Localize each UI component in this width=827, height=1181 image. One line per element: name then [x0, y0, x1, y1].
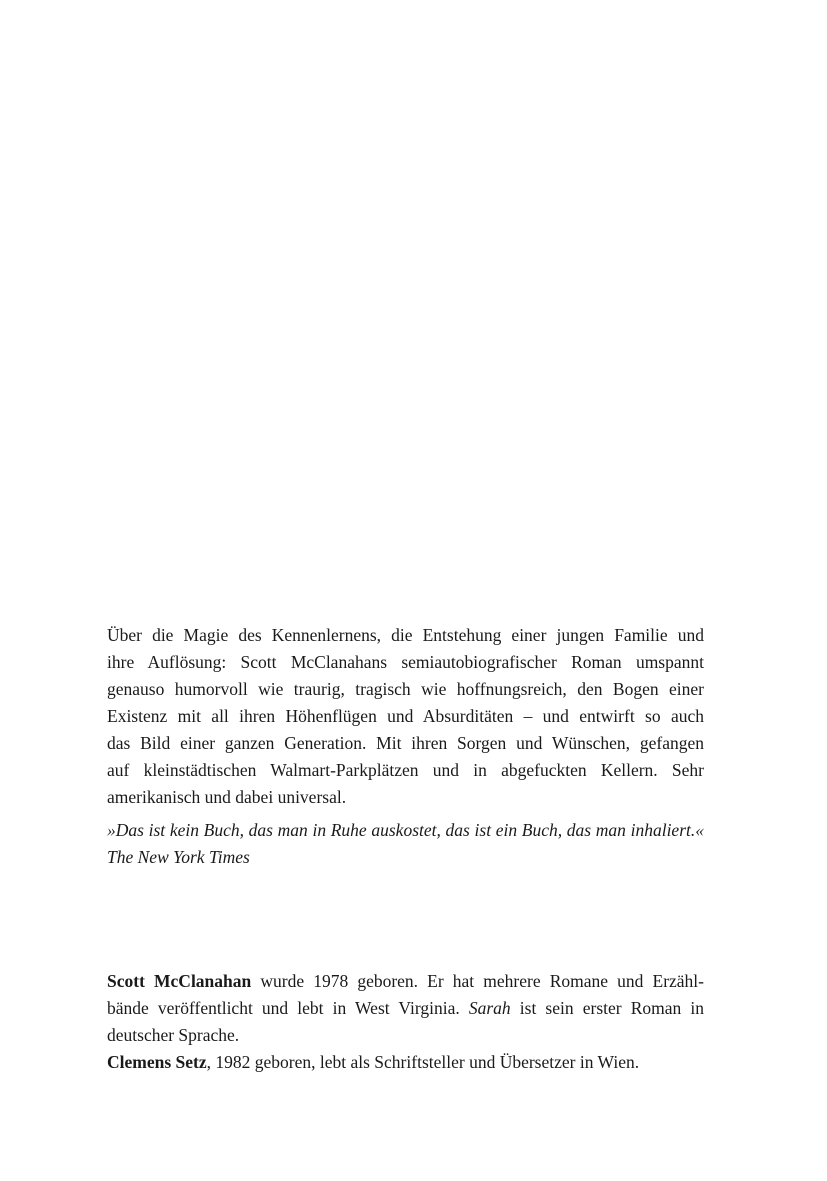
book-blurb	[107, 622, 704, 811]
blurb-line: ihre Auflösung: Scott McClanahans semiautobiografischer Roman umspannt	[107, 652, 704, 672]
blurb-line: das Bild einer ganzen Generation. Mit ihren Sorgen und Wünschen, gefangen	[107, 733, 704, 753]
bio-text: wurde 1978 geboren. Er hat mehrere Romane und Erzähl-	[251, 971, 704, 991]
author-bio	[107, 968, 704, 1076]
quote-text: »Das ist kein Buch, das man in Ruhe auskostet, das ist ein Buch, das man inhaliert.«	[107, 820, 704, 840]
blurb-line: auf kleinstädtischen Walmart-Parkplätzen und in abgefuckten Kellern. Sehr	[107, 760, 704, 780]
bio-text: ist sein erster Roman in	[510, 998, 704, 1018]
bio-text: bände veröffentlicht und lebt in West Virginia.	[107, 998, 469, 1018]
blurb-line: Über die Magie des Kennenlernens, die Entstehung einer jungen Familie und	[107, 625, 704, 645]
press-quote	[107, 817, 704, 871]
author-name: Scott McClanahan	[107, 971, 252, 991]
quote-source: The New York Times	[107, 847, 250, 867]
book-title: Sarah	[468, 998, 511, 1018]
bio-line	[107, 968, 704, 995]
blurb-line: amerikanisch und dabei universal.	[107, 787, 347, 807]
bio-line	[107, 995, 704, 1022]
blurb-line: Existenz mit all ihren Höhenflügen und Absurditäten – und entwirft so auch	[107, 706, 704, 726]
bio-text: , 1982 geboren, lebt als Schriftsteller und Übersetzer in Wien.	[206, 1052, 640, 1072]
blurb-line: genauso humorvoll wie traurig, tragisch wie hoffnungsreich, den Bogen einer	[107, 679, 704, 699]
translator-name: Clemens Setz	[107, 1052, 207, 1072]
bio-line: deutscher Sprache.	[107, 1025, 240, 1045]
translator-line	[107, 1049, 704, 1076]
